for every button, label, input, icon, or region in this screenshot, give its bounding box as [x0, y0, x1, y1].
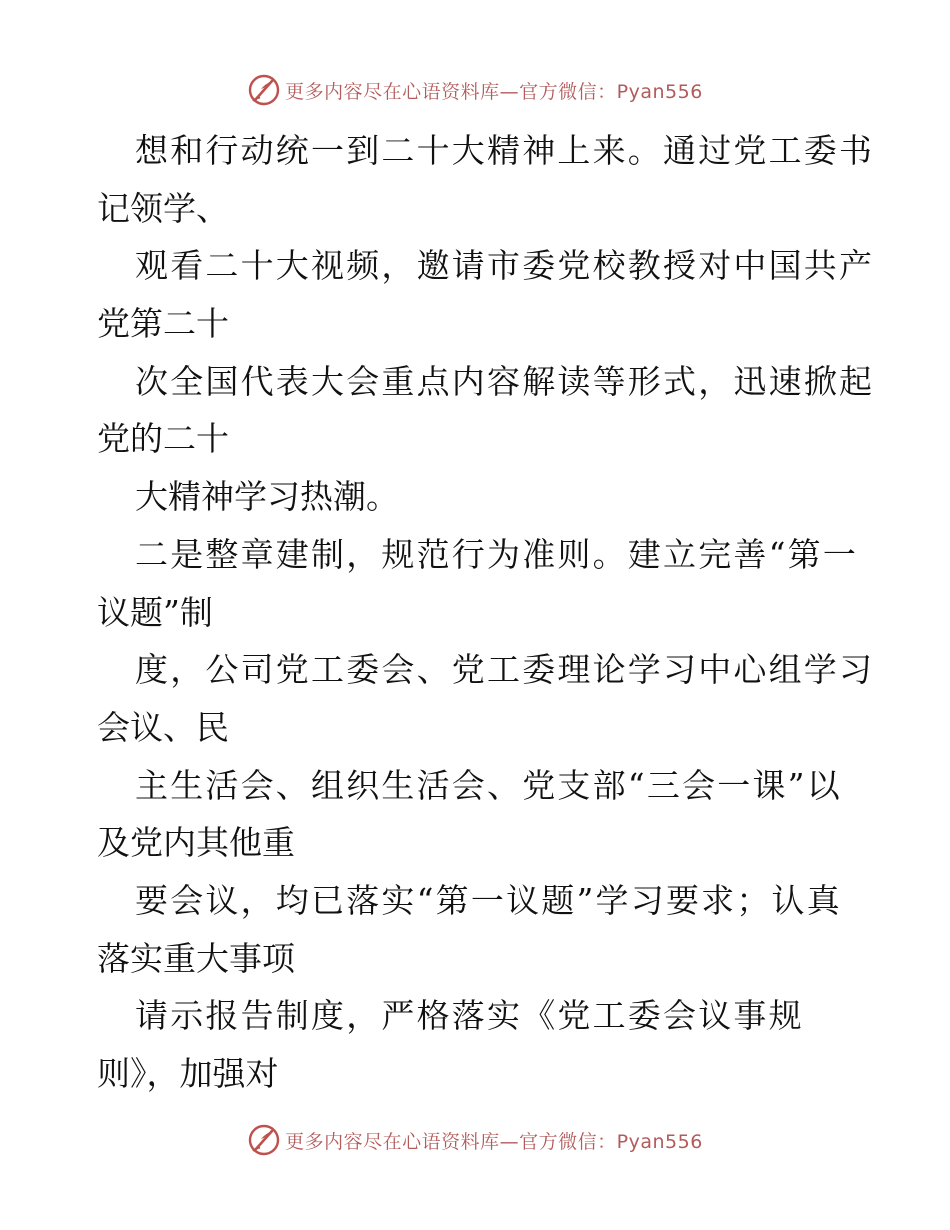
- body-line: 会议、民: [97, 707, 229, 747]
- body-line: 党第二十: [97, 304, 229, 344]
- body-line: 请示报告制度，严格落实《党工委会议事规: [135, 996, 804, 1036]
- footer-watermark-text: 更多内容尽在心语资料库—官方微信：Pyan556: [285, 1130, 703, 1153]
- header-watermark-text: 更多内容尽在心语资料库—官方微信：Pyan556: [285, 80, 703, 103]
- document-body: [97, 122, 875, 1103]
- body-line: 度，公司党工委会、党工委理论学习中心组学习: [135, 650, 875, 690]
- footer-watermark: [0, 1120, 950, 1160]
- body-line: 则》，加强对: [97, 1054, 279, 1093]
- body-line: 记领学、: [97, 188, 229, 228]
- body-line: 主生活会、组织生活会、党支部“三会一课”以: [135, 765, 842, 805]
- body-line: 大精神学习热潮。: [135, 477, 399, 517]
- header-watermark: [0, 70, 950, 110]
- quill-pen-logo-icon: [247, 73, 281, 107]
- quill-pen-logo-icon: [247, 1123, 281, 1157]
- body-line: 党的二十: [97, 419, 229, 459]
- body-line: 次全国代表大会重点内容解读等形式，迅速掀起: [135, 361, 875, 401]
- body-line: 观看二十大视频，邀请市委党校教授对中国共产: [135, 246, 875, 286]
- body-line: 想和行动统一到二十大精神上来。通过党工委书: [135, 131, 875, 170]
- body-line: 及党内其他重: [97, 823, 295, 863]
- body-line: 二是整章建制，规范行为准则。建立完善“第一: [135, 534, 859, 574]
- body-line: 落实重大事项: [97, 938, 295, 978]
- body-line: 议题”制: [97, 592, 213, 632]
- body-line: 要会议，均已落实“第一议题”学习要求；认真: [135, 880, 842, 920]
